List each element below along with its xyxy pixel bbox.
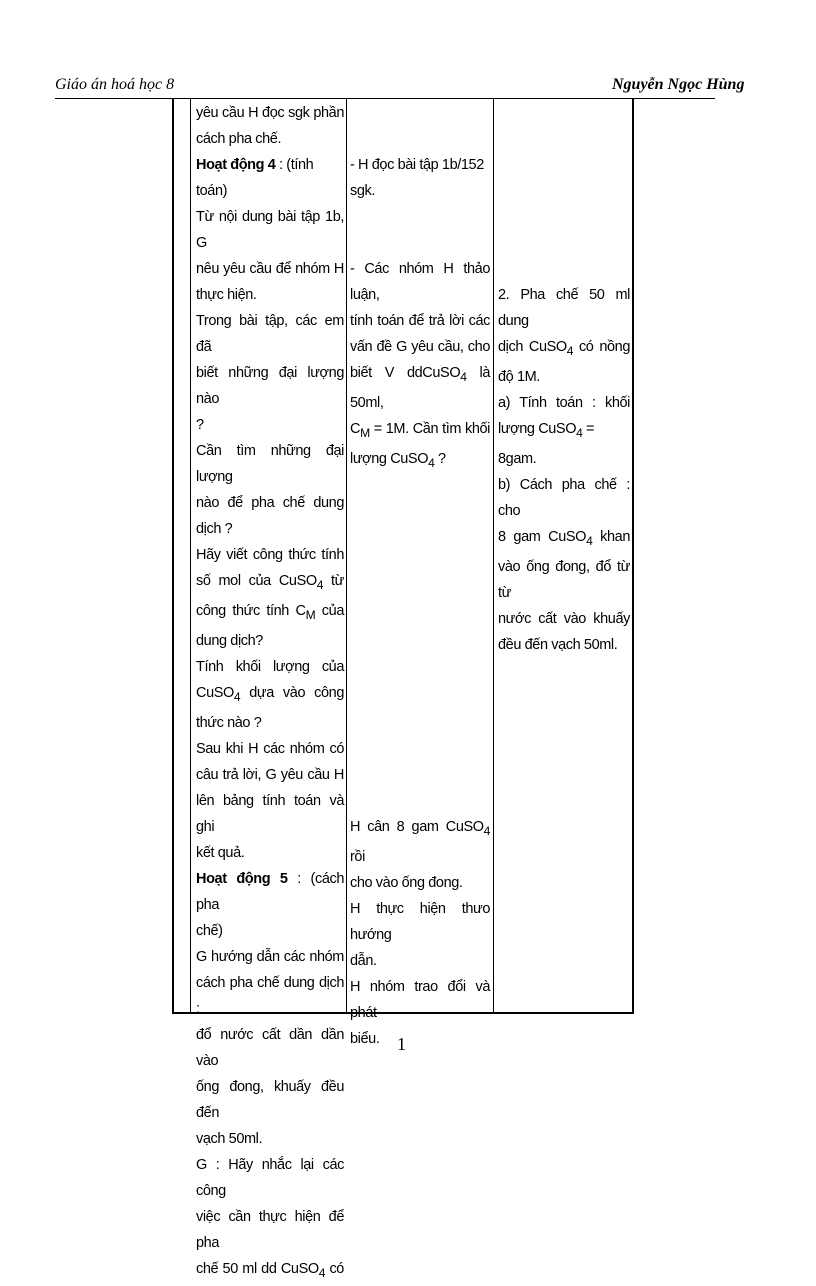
text-line: thức nào ? — [196, 714, 262, 731]
text-line: câu trả lời, G yêu cầu H — [196, 766, 344, 783]
text-line: vào ống đong, đổ từ từ — [498, 558, 630, 601]
text-line: biết V ddCuSO$_4$ là 50ml, — [350, 365, 490, 411]
activity-4-heading: Hoạt động 4 : (tính toán) — [196, 157, 314, 199]
page-number: 1 — [397, 1034, 406, 1054]
text-line: Sau khi H các nhóm có — [196, 740, 344, 757]
text-line: chế) — [196, 922, 223, 939]
text-line: lên bảng tính toán và ghi — [196, 792, 344, 835]
text-line: - Các nhóm H thảo luận, — [350, 261, 490, 303]
text-line: dịch CuSO$_4$ có nồng — [498, 339, 631, 358]
text-line: nào để pha chế dung — [196, 495, 344, 511]
text-line: đổ nước cất dần dần vào — [196, 1026, 344, 1069]
text-line: thực hiện. — [196, 287, 257, 303]
text-line: a) Tính toán : khối — [498, 394, 630, 411]
student-activity-column — [350, 100, 490, 1052]
text-line: biểu. — [350, 1030, 380, 1047]
text-line: kết quả. — [196, 844, 245, 861]
text-line: vạch 50ml. — [196, 1130, 263, 1147]
text-line: lượng CuSO$_4$ = 8gam. — [498, 420, 595, 467]
header-left: Giáo án hoá học 8 — [55, 76, 175, 93]
header-right: Nguyễn Ngọc Hùng — [612, 76, 745, 93]
text-line: độ 1M. — [498, 368, 540, 385]
text-line: biết những đại lượng nào — [196, 365, 344, 407]
text-line: việc cần thực hiện để pha — [196, 1208, 344, 1251]
content-column — [498, 100, 630, 658]
text-line: Tính khối lượng của — [196, 658, 344, 675]
text-line: H cân 8 gam CuSO$_4$ rồi — [350, 818, 490, 865]
text-line: - H đọc bài tập 1b/152 — [350, 157, 484, 173]
table-divider-1 — [346, 98, 347, 1014]
text-line: cho vào ống đong. — [350, 874, 463, 891]
text-line: Cần tìm những đại lượng — [196, 443, 344, 485]
text-line: công thức tính $C_M$ của — [196, 602, 344, 622]
text-line: Trong bài tập, các em đã — [196, 313, 344, 355]
table-divider-0 — [190, 98, 191, 1014]
table-divider-2 — [493, 98, 494, 1014]
text-line: CuSO$_4$ dựa vào công — [196, 684, 344, 704]
text-line: dịch ? — [196, 521, 233, 537]
text-line: 2. Pha chế 50 ml dung — [498, 287, 630, 329]
text-line: đều đến vạch 50ml. — [498, 636, 618, 653]
text-line: 8 gam CuSO$_4$ khan — [498, 528, 630, 548]
text-line: dung dịch? — [196, 632, 263, 649]
text-line: cách pha chế dung dịch : — [196, 974, 344, 1017]
text-line: dẫn. — [350, 952, 377, 969]
text-line: ống đong, khuấy đều đến — [196, 1078, 344, 1121]
text-line: $C_M = 1M$. Cần tìm khối — [350, 420, 490, 440]
text-line: b) Cách pha chế : cho — [498, 476, 630, 519]
text-line: G : Hãy nhắc lại các công — [196, 1156, 344, 1199]
teacher-activity-column — [196, 100, 344, 1286]
text-line: sgk. — [350, 183, 375, 199]
text-line: ? — [196, 417, 204, 433]
text-line: H nhóm trao đổi và phát — [350, 978, 490, 1021]
text-line: chế 50 ml dd CuSO$_4$ có — [196, 1260, 344, 1280]
text-line: yêu cầu H đọc sgk phần — [196, 105, 344, 121]
text-line: nêu yêu cầu để nhóm H — [196, 261, 344, 277]
text-line: vấn đề G yêu cầu, cho — [350, 339, 490, 355]
text-line: tính toán để trả lời các — [350, 313, 490, 329]
text-line: nước cất vào khuấy — [498, 610, 630, 627]
text-line: lượng CuSO$_4$ ? — [350, 450, 446, 470]
text-line: số mol của CuSO$_4$ từ — [196, 573, 344, 592]
text-line: H thực hiện thưo hướng — [350, 900, 490, 943]
text-line: Từ nội dung bài tập 1b, G — [196, 209, 344, 251]
text-line: cách pha chế. — [196, 131, 282, 147]
activity-5-heading: Hoạt động 5 : (cách pha — [196, 870, 344, 913]
text-line: Hãy viết công thức tính — [196, 547, 344, 563]
text-line: G hướng dẫn các nhóm — [196, 948, 344, 965]
